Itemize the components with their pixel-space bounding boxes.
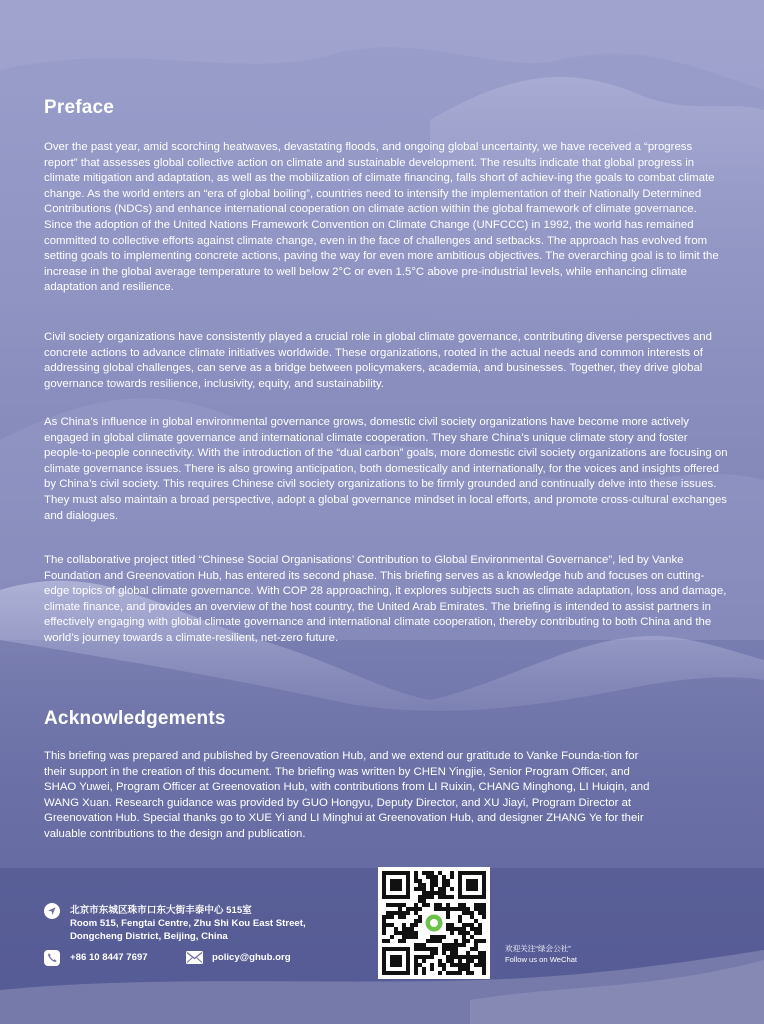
address-chinese: 北京市东城区珠市口东大街丰泰中心 515室 [70, 905, 252, 916]
envelope-icon [186, 951, 203, 964]
wechat-caption [505, 943, 577, 965]
wechat-caption-chinese: 欢迎关注“绿会公社” [505, 944, 571, 953]
preface-paragraph-2: Civil society organizations have consistently played a crucial role in global climate governance, contributing diverse perspectives and concrete actions to advance climate initiatives worldwide. These organizations, rooted in the actual needs and common interests of addressing global challenges, can serve as a bridge between policymakers, academia, and businesses. Together, they drive global governance towards resilience, inclusivity, equity, and sustainability. [44, 331, 712, 390]
acknowledgements-heading: Acknowledgements [44, 708, 226, 729]
preface-heading: Preface [44, 97, 115, 118]
address-english-line-2: Dongcheng District, Beijing, China [70, 931, 228, 942]
wechat-qr-code[interactable] [378, 867, 490, 979]
contact-phone[interactable]: +86 10 8447 7697 [70, 952, 148, 963]
address-english-line-1: Room 515, Fengtai Centre, Zhu Shi Kou East Street, [70, 918, 306, 929]
preface-paragraph-1: Over the past year, amid scorching heatwaves, devastating floods, and ongoing global uncertainty, we have received a “progress report” that assesses global collective action on climate and sustainable development. The results indicate that global progress in climate mitigation and adaptation, as well as the mobilization of climate financing, falls short of achiev-ing the goals to combat climate change. As the world enters an “era of global boiling”, countries need to intensify the implementation of their Nationally Determined Contributions (NDCs) and enhance international cooperation on climate action within the global framework of climate governance. Since the adoption of the United Nations Framework Convention on Climate Change (UNFCCC) in 1992, the world has remained committed to collective efforts against climate change, even in the face of challenges and setbacks. The approach has evolved from setting goals to implementing concrete actions, paving the way for even more ambitious objectives. The overarching goal is to limit the increase in the global average temperature to well below 2°C or even 1.5°C above pre-industrial levels, while enhancing climate adaptation and resilience. [44, 141, 719, 294]
wechat-caption-english: Follow us on WeChat [505, 955, 578, 964]
preface-paragraph-4: The collaborative project titled “Chinese Social Organisations’ Contribution to Global Environmental Governance”, led by Vanke Foundation and Greenovation Hub, has entered its second phase. This briefing serves as a knowledge hub and focuses on cutting-edge topics of global climate governance. With COP 28 approaching, it explores subjects such as climate adaptation, loss and damage, climate finance, and provides an overview of the host country, the United Arab Emirates. The briefing is intended to assist partners in effectively engaging with global climate governance and international climate cooperation, thereby contributing to both China and the world’s journey towards a climate-resilient, net-zero future. [44, 554, 727, 644]
contact-email[interactable]: policy@ghub.org [212, 952, 291, 963]
acknowledgements-text: This briefing was prepared and published by Greenovation Hub, and we extend our gratitude to Vanke Founda-tion for their support in the creation of this document. The briefing was written by CHEN Yingjie, Senior Program Officer, and SHAO Yuwei, Program Officer at Greenovation Hub, with contributions from LI Ruixin, CHANG Minghong, LI Huiqin, and WANG Xuan. Research guidance was provided by GUO Hongyu, Deputy Director, and XU Jiayi, Program Director at Greenovation Hub. Special thanks go to XUE Yi and LI Minghui at Greenovation Hub, and designer ZHANG Ye for their valuable contributions to the design and publication. [44, 750, 650, 840]
qr-code-image [382, 871, 486, 975]
contact-address [70, 904, 306, 943]
phone-icon [44, 950, 60, 966]
preface-paragraph-3: As China’s influence in global environmental governance grows, domestic civil society organizations have become more actively engaged in global climate governance and international climate cooperation. They share China’s unique climate story and foster people-to-people connectivity. With the introduction of the “dual carbon” goals, more domestic civil society organizations are focusing on climate governance issues. There is also growing anticipation, both domestically and internationally, for the voices and insights offered by China’s civil society. This requires Chinese civil society organizations to be firmly grounded and continually delve into these issues. They must also maintain a broad perspective, adopt a global governance mindset in local efforts, and promote cross-cultural exchanges and dialogues. [44, 416, 728, 522]
location-pin-icon [44, 903, 60, 919]
